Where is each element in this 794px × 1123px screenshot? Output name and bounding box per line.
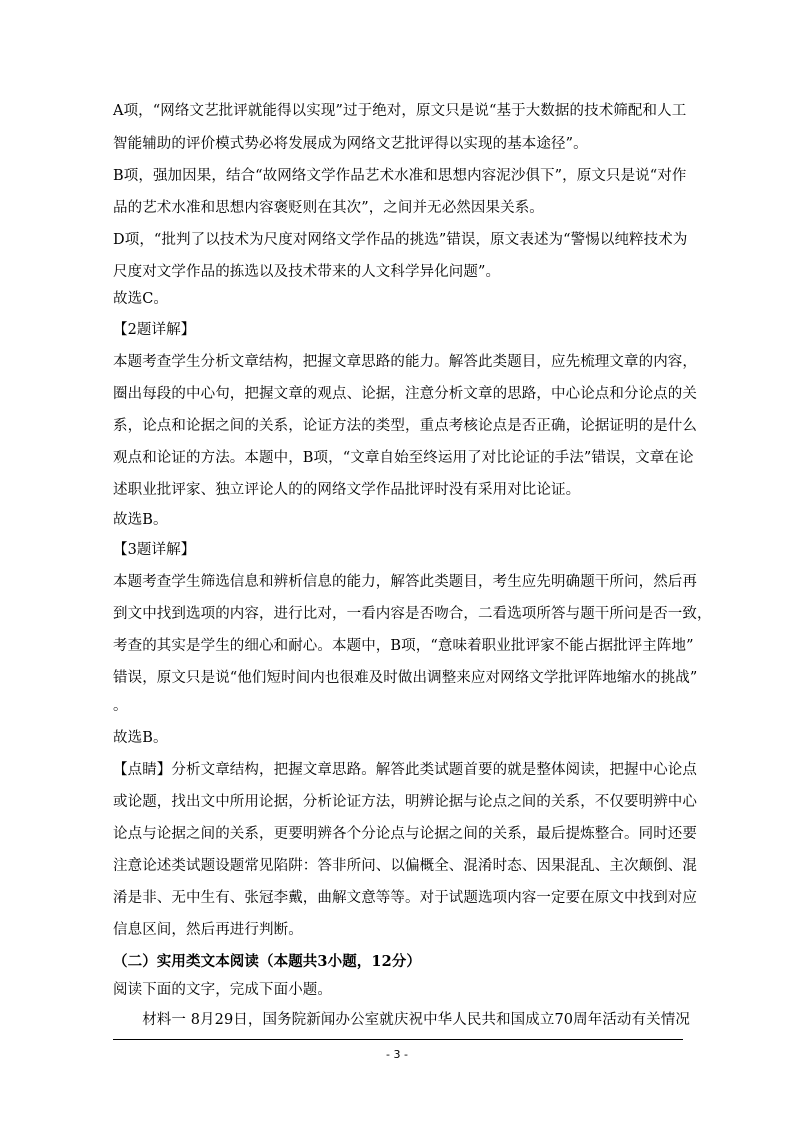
page-number: - 3 - [386,1048,408,1061]
paragraph-line: A项，“网络文艺批评就能得以实现”过于绝对，原文只是说“基于大数据的技术筛配和人工 [113,103,687,119]
paragraph-line: 淆是非、无中生有、张冠李戴，曲解文意等等。对于试题选项内容一定要在原文中找到对应 [113,890,697,906]
paragraph-line: 述职业批评家、独立评论人的的网络文学作品批评时没有采用对比论证。 [113,482,581,498]
paragraph-line: 到文中找到选项的内容，进行比对，一看内容是否吻合，二看选项所答与题干所问是否一致， [113,606,712,622]
paragraph-line: 本题考查学生分析文章结构，把握文章思路的能力。解答此类题目，应先梳理文章的内容， [113,354,697,370]
paragraph-line: 材料一 8月29日，国务院新闻办公室就庆祝中华人民共和国成立70周年活动有关情况 [113,1012,690,1028]
paragraph-line: 系，论点和论据之间的关系，论证方法的类型，重点考核论点是否正确，论据证明的是什么 [113,418,697,434]
paragraph-line: 本题考查学生筛选信息和辨析信息的能力，解答此类题目，考生应先明确题干所问，然后再 [113,574,697,590]
paragraph-line: 考查的其实是学生的细心和耐心。本题中，B项，“意味着职业批评家不能占据批评主阵地” [113,638,694,654]
paragraph-line: 注意论述类试题设题常见陷阱：答非所问、以偏概全、混淆时态、因果混乱、主次颠倒、混 [113,858,697,874]
paragraph-line: 尺度对文学作品的拣选以及技术带来的人文科学异化问题”。 [113,264,501,280]
paragraph-line: 信息区间，然后再进行判断。 [113,922,303,938]
paragraph-line: 品的艺术水准和思想内容褒贬则在其次”，之间并无必然因果关系。 [113,200,544,216]
section-heading: 【2题详解】 [113,322,196,338]
paragraph-line: 或论题，找出文中所用论据，分析论证方法，明辨论据与论点之间的关系，不仅要明辨中心 [113,794,697,810]
paragraph-line: 论点与论据之间的关系，更要明辨各个分论点与论据之间的关系，最后提炼整合。同时还要 [113,826,697,842]
paragraph-line: 错误，原文只是说“他们短时间内也很难及时做出调整来应对网络文学批评阵地缩水的挑战” [113,670,698,686]
paragraph-line: 观点和论证的方法。本题中，B项，“文章自始至终运用了对比论证的手法”错误，文章在论 [113,450,694,466]
footer-rule [113,1039,683,1040]
paragraph-line: 阅读下面的文字，完成下面小题。 [113,982,332,998]
paragraph-line: B项，强加因果，结合“故网络文学作品艺术水准和思想内容泥沙俱下”，原文只是说“对作 [113,168,687,184]
answer-line: 故选B。 [113,730,168,746]
paragraph-line: 【点睛】分析文章结构，把握文章思路。解答此类试题首要的就是整体阅读，把握中心论点 [113,762,697,778]
answer-line: 故选C。 [113,291,168,307]
paragraph-line: 圈出每段的中心句，把握文章的观点、论据，注意分析文章的思路，中心论点和分论点的关 [113,386,697,402]
paragraph-line: 。 [113,698,128,714]
paragraph-line: D项，“批判了以技术为尺度对网络文学作品的挑选”错误，原文表述为“警惕以纯粹技术为 [113,232,688,248]
section-heading: 【3题详解】 [113,542,196,558]
answer-line: 故选B。 [113,512,168,528]
paragraph-line: 智能辅助的评价模式势必将发展成为网络文艺批评得以实现的基本途径”。 [113,136,588,152]
subsection-heading: （二）实用类文本阅读（本题共3小题，12分） [113,953,421,970]
